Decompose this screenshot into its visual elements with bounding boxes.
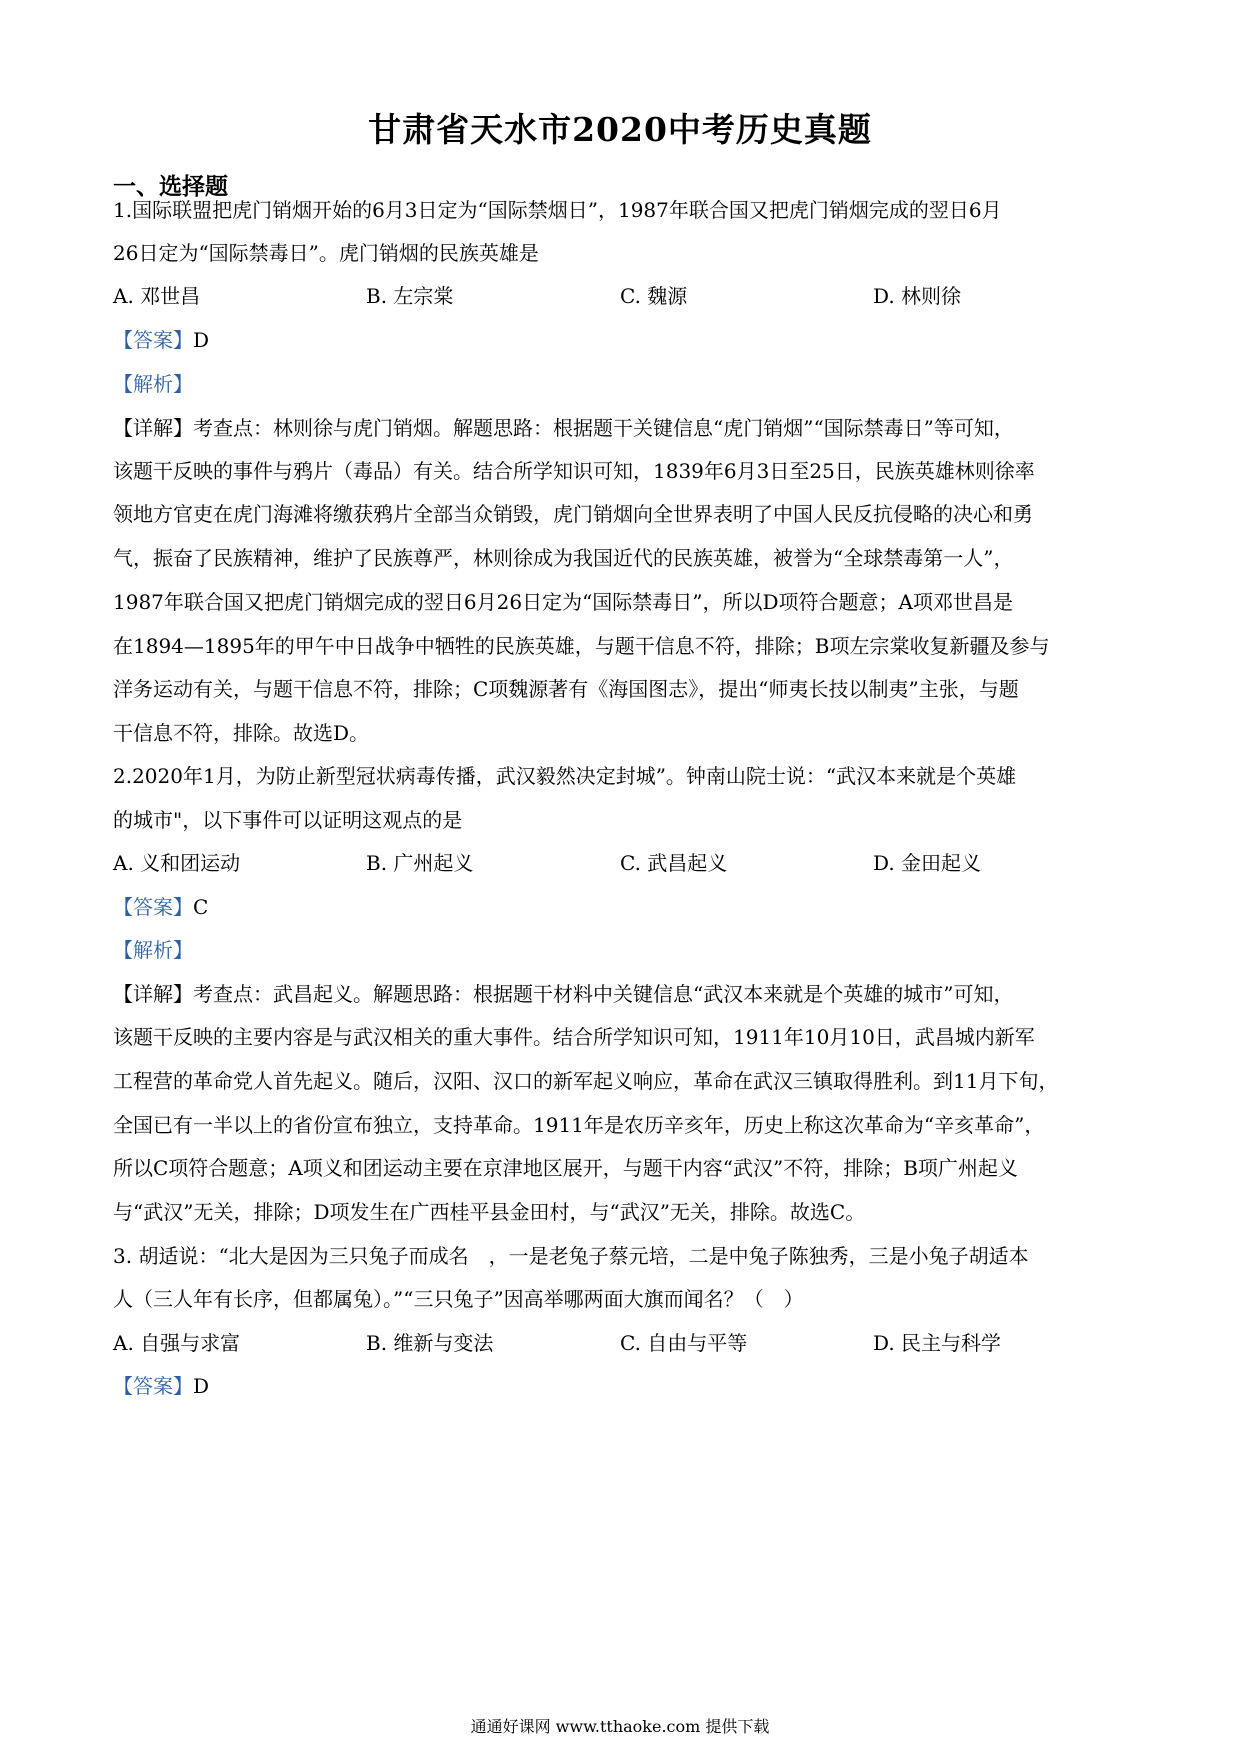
q1-stem-line-2: 26日定为“国际禁毒日”。虎门销烟的民族英雄是 [113,241,539,265]
detail-tag: 【详解】 [113,416,193,440]
q3-option-a: A. 自强与求富 [113,1331,241,1355]
q1-option-b: B. 左宗棠 [366,284,454,308]
q1-detail-line-7: 洋务运动有关，与题干信息不符，排除；C项魏源著有《海国图志》，提出“师夷长技以制夷”主张，与题 [113,677,1019,701]
answer-value: D [193,1374,210,1398]
q1-detail-line-3: 领地方官吏在虎门海滩将缴获鸦片全部当众销毁，虎门销烟向全世界表明了中国人民反抗侵略的决心和勇 [113,502,1033,526]
q2-stem-line-2: 的城市"，以下事件可以证明这观点的是 [113,808,463,832]
detail-text: 考查点：林则徐与虎门销烟。解题思路：根据题干关键信息“虎门销烟”“国际禁毒日”等可知， [193,416,1014,440]
detail-tag: 【详解】 [113,982,193,1006]
q1-detail-line-4: 气，振奋了民族精神，维护了民族尊严，林则徐成为我国近代的民族英雄，被誉为“全球禁毒第一人”， [113,546,1014,570]
q1-detail-line-8: 干信息不符，排除。故选D。 [113,721,370,745]
page-footer: 通通好课网 www.tthaoke.com 提供下载 [470,1717,770,1736]
q1-answer [113,325,1133,355]
q2-detail-line-4: 全国已有一半以上的省份宣布独立，支持革命。1911年是农历辛亥年，历史上称这次革命为“辛亥革命”， [113,1113,1045,1137]
answer-value: C [193,895,209,919]
q1-detail-line-2: 该题干反映的事件与鸦片（毒品）有关。结合所学知识可知，1839年6月3日至25日，民族英雄林则徐率 [113,459,1035,483]
answer-tag: 【答案】 [113,328,193,352]
answer-tag: 【答案】 [113,895,193,919]
detail-text: 考查点：武昌起义。解题思路：根据题干材料中关键信息“武汉本来就是个英雄的城市”可知， [193,982,1014,1006]
q3-answer [113,1371,1133,1401]
q2-detail-line-1 [113,979,1133,1009]
q1-option-a: A. 邓世昌 [113,284,201,308]
q3-stem-line-2: 人（三人年有长序，但都属兔）。”“三只兔子”因高举哪两面大旗而闻名？（ ） [113,1287,804,1311]
q3-option-d: D. 民主与科学 [873,1331,1002,1355]
q3-option-c: C. 自由与平等 [620,1331,748,1355]
q2-option-d: D. 金田起义 [873,851,982,875]
q1-option-d: D. 林则徐 [873,284,962,308]
q2-analysis [113,935,1133,965]
q2-stem-line-1: 2.2020年1月，为防止新型冠状病毒传播，武汉毅然决定封城”。钟南山院士说：“武汉本来就是个英雄 [113,764,1017,788]
section-heading: 一、选择题 [113,174,228,200]
q2-answer [113,892,1133,922]
answer-value: D [193,328,210,352]
q3-stem-line-1: 3. 胡适说：“北大是因为三只兔子而成名 ，一是老兔子蔡元培，二是中兔子陈独秀，三是小兔子胡适本 [113,1244,1029,1268]
q2-detail-line-2: 该题干反映的主要内容是与武汉相关的重大事件。结合所学知识可知，1911年10月10日，武昌城内新军 [113,1025,1035,1049]
q1-detail-line-5: 1987年联合国又把虎门销烟完成的翌日6月26日定为“国际禁毒日”，所以D项符合题意；A项邓世昌是 [113,590,1013,614]
q2-detail-line-5: 所以C项符合题意；A项义和团运动主要在京津地区展开，与题干内容“武汉”不符，排除；B项广州起义 [113,1156,1018,1180]
q2-option-b: B. 广州起义 [366,851,474,875]
q2-detail-line-6: 与“武汉”无关，排除；D项发生在广西桂平县金田村，与“武汉”无关，排除。故选C。 [113,1200,866,1224]
q1-analysis [113,369,1133,399]
answer-tag: 【答案】 [113,1374,193,1398]
q1-option-c: C. 魏源 [620,284,688,308]
q1-stem-line-1: 1.国际联盟把虎门销烟开始的6月3日定为“国际禁烟日”，1987年联合国又把虎门销烟完成的翌日6月 [113,198,1002,222]
q3-option-b: B. 维新与变法 [366,1331,494,1355]
q1-detail-line-1 [113,413,1133,443]
q2-option-a: A. 义和团运动 [113,851,241,875]
page-title: 甘肃省天水市2020中考历史真题 [368,110,872,149]
analysis-tag: 【解析】 [113,372,193,396]
q1-detail-line-6: 在1894—1895年的甲午中日战争中牺牲的民族英雄，与题干信息不符，排除；B项左宗棠收复新疆及参与 [113,634,1050,658]
q2-detail-line-3: 工程营的革命党人首先起义。随后，汉阳、汉口的新军起义响应，革命在武汉三镇取得胜利。到11月下旬， [113,1069,1059,1093]
analysis-tag: 【解析】 [113,938,193,962]
q2-option-c: C. 武昌起义 [620,851,728,875]
